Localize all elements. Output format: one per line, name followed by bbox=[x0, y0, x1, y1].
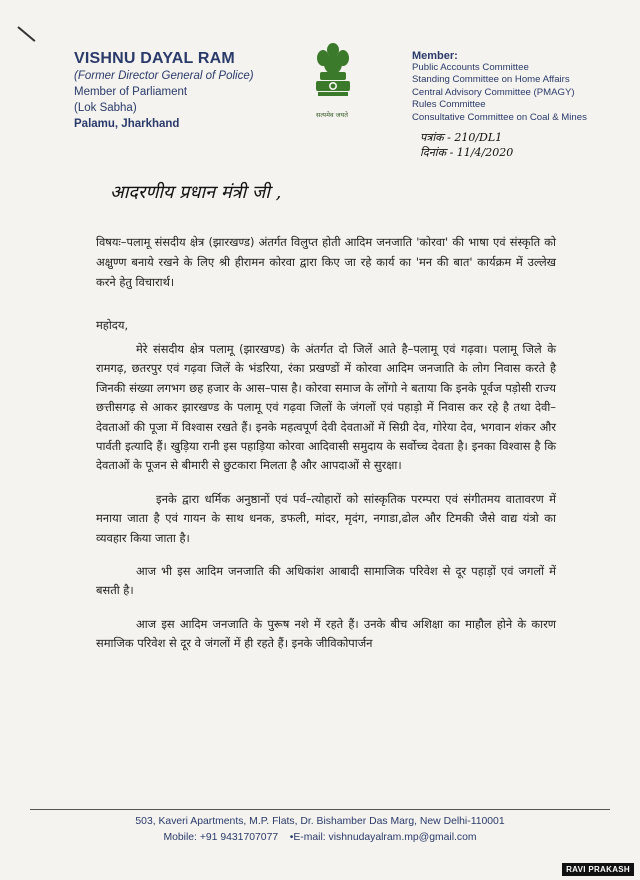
committee-item: Central Advisory Committee (PMAGY) bbox=[412, 86, 575, 98]
sender-block bbox=[74, 50, 304, 132]
body-paragraph: आज इस आदिम जनजाति के पुरूष नशे में रहते हैं। उनके बीच अशिक्षा का माहौल होने के कारण समाजिक परिवेश से दूर वे जंगलों में ही रहते हैं। इनके जीविकोपार्जन bbox=[96, 616, 556, 651]
committee-item: Rules Committee bbox=[412, 99, 486, 111]
house: (Lok Sabha) bbox=[74, 102, 137, 114]
constituency: Palamu, Jharkhand bbox=[74, 118, 180, 130]
emblem-motto: सत्यमेव जयते bbox=[316, 111, 348, 119]
committee-membership bbox=[412, 50, 637, 124]
subject-line: विषयः–पलामू संसदीय क्षेत्र (झारखण्ड) अंतर्गत विलुप्त होती आदिम जनजाति 'कोरवा' की भाषा एवं संस्कृति को अक्षुण्ण बनाये रखने के लिए श्री हीरामन कोरवा द्वारा किए जा रहे कार्य का 'मन की बात' कार्यक्रम में उल्लेख करने हेतु विचारार्थ। bbox=[96, 235, 556, 289]
committee-item: Consultative Committee on Coal & Mines bbox=[412, 111, 587, 123]
national-emblem-icon bbox=[308, 38, 358, 120]
corner-pen-mark bbox=[17, 26, 35, 42]
letter-body bbox=[96, 340, 556, 668]
footer-contact bbox=[0, 832, 640, 843]
footer-mobile: Mobile: +91 9431707077 bbox=[163, 832, 279, 843]
footer-email: •E-mail: vishnudayalram.mp@gmail.com bbox=[289, 832, 477, 843]
salutation: महोदय, bbox=[96, 318, 129, 332]
committee-heading: Member: bbox=[412, 50, 458, 62]
sender-name: VISHNU DAYAL RAM bbox=[74, 50, 235, 67]
letter-date: दिनांक - 11/4/2020 bbox=[420, 146, 514, 159]
handwritten-reference bbox=[420, 130, 580, 160]
footer-address: 503, Kaveri Apartments, M.P. Flats, Dr. Bishamber Das Marg, New Delhi-110001 bbox=[135, 816, 505, 827]
committee-item: Standing Committee on Home Affairs bbox=[412, 74, 570, 86]
letter-number: पत्रांक - 210/DL1 bbox=[420, 131, 503, 144]
position: Member of Parliament bbox=[74, 86, 188, 98]
body-paragraph: मेरे संसदीय क्षेत्र पलामू (झारखण्ड) के अंतर्गत दो जिलें आते है–पलामू एवं गढ़वा। पलामू जिले के रामगढ़, छतरपुर एवं गढ़वा जिलें के भंडरिया, रंका प्रखण्डों में कोरवा आदिम जनजाति के लोग निवास करते है जिनकी संख्या लगभग छह हजार के आस–पास है। कोरवा समाज के लोंगो ने बताया कि इनके पूर्वज पड़ोसी राज्य छत्तीसगढ़ से आकर झारखण्ड के पलामू एवं गढ़वा जिलों के जंगलों एवं पहाड़ो में निवास कर रहे है तथा देवी–देवताओं की पूजा में विश्वास रखते हैं। इनके महत्वपूर्ण देवी देवताओं में सिग्री देव, गोरेया देव, भगवान शंकर और पार्वती इत्यादि हैं। खुड़िया रानी इस पहाड़िया कोरवा आदिवासी समुदाय के सर्वोच्च देवता है। इनका विश्वास है कि देवताओं के पूजन से बीमारी से छुटकारा मिलता है और आपदाओं से सुरक्षा। bbox=[96, 342, 556, 473]
footer-divider bbox=[30, 809, 610, 810]
former-title: (Former Director General of Police) bbox=[74, 70, 254, 82]
handwritten-greeting: आदरणीय प्रधान मंत्री जी , bbox=[110, 182, 282, 203]
photo-credit: RAVI PRAKASH bbox=[562, 863, 634, 876]
body-paragraph: इनके द्वारा धर्मिक अनुष्ठानों एवं पर्व–त्योहारों को सांस्कृतिक परम्परा एवं संगीतमय वातावरण में मनाया जाता है एवं गायन के साथ धनक, डफली, मांदर, मृदंग, नगाडा,ढोल और टिमकी जैसे वाद्य यंत्रो का व्यवहार किया जाता है। bbox=[96, 491, 556, 545]
body-paragraph: आज भी इस आदिम जनजाति की अधिकांश आबादी सामाजिक परिवेश से दूर पहाड़ों एवं जगलों में बसती है। bbox=[96, 564, 556, 598]
committee-item: Public Accounts Committee bbox=[412, 62, 529, 73]
